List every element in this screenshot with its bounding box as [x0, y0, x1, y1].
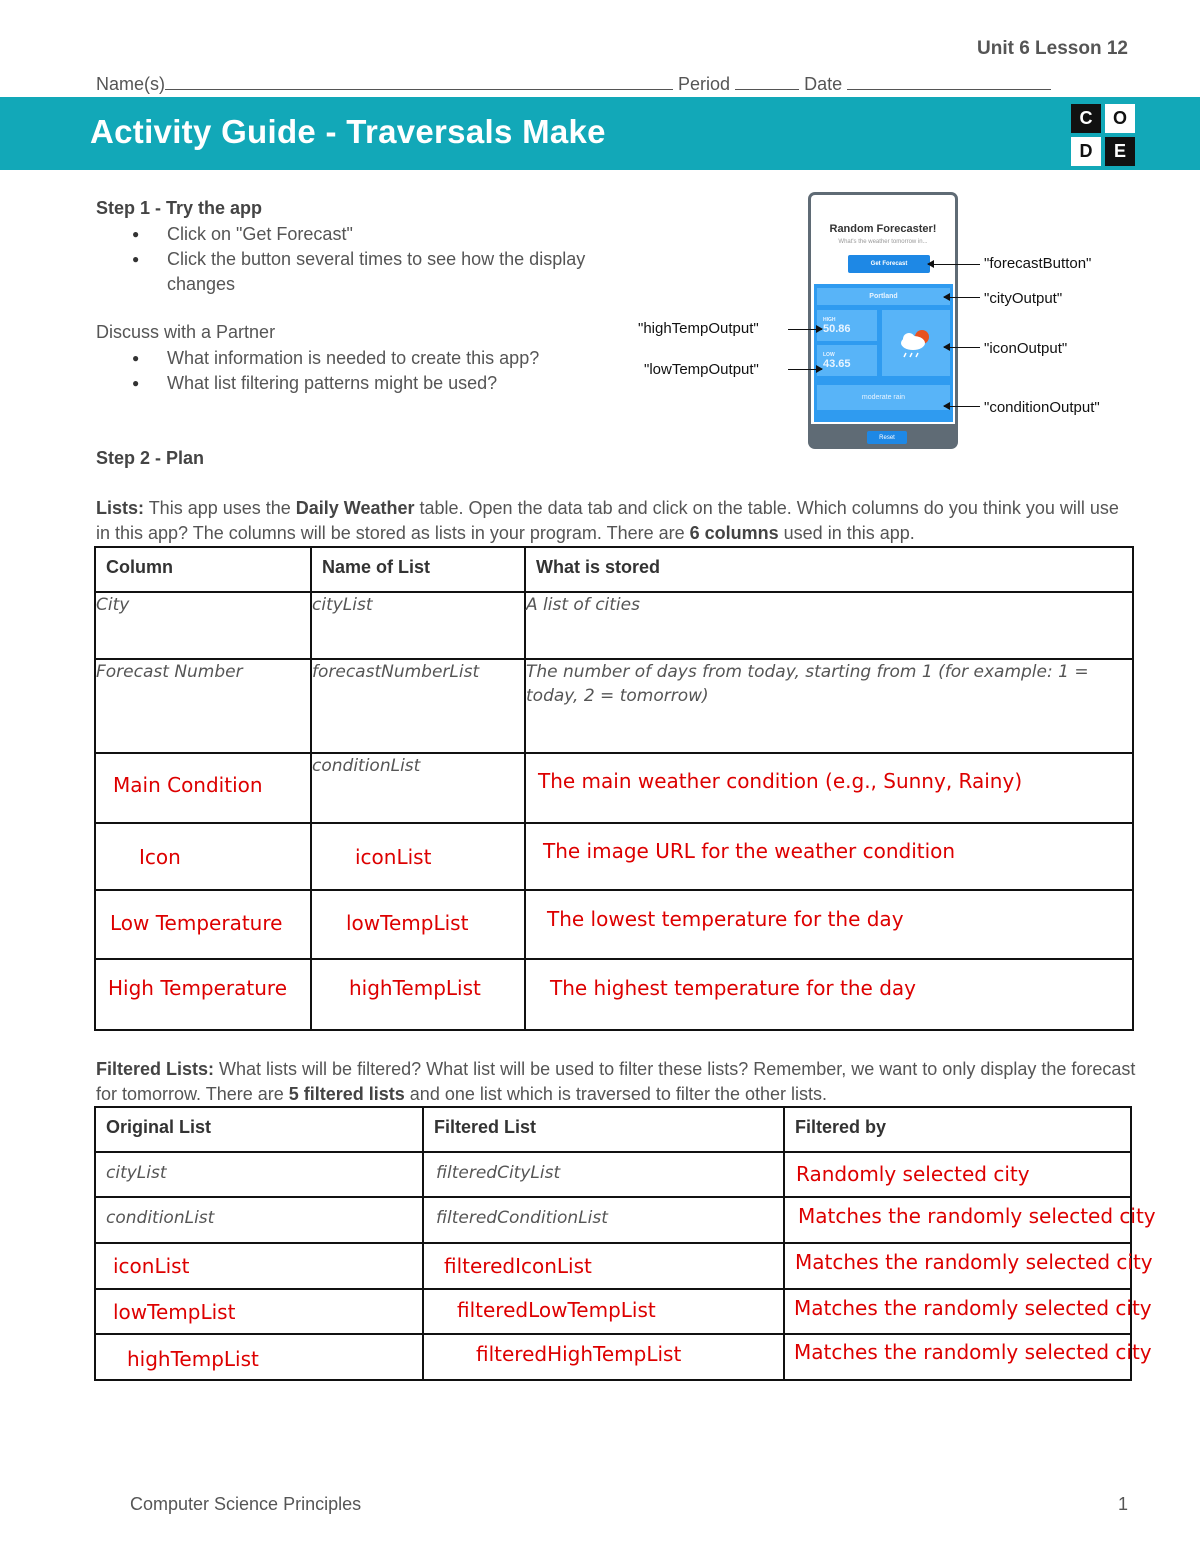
unit-lesson-label: Unit 6 Lesson 12 [977, 38, 1128, 59]
discuss-heading: Discuss with a Partner [96, 322, 276, 342]
logo-letter: O [1105, 104, 1135, 133]
table-cell[interactable]: highTempList [95, 1334, 423, 1380]
table-cell[interactable]: filteredHighTempList [423, 1334, 784, 1380]
table-cell[interactable]: The highest temperature for the day [525, 959, 1133, 1030]
table-cell[interactable]: highTempList [311, 959, 525, 1030]
name-label: Name(s) [96, 74, 166, 94]
lists-paragraph [96, 496, 1136, 546]
list-item: ● What information is needed to create this app? [96, 346, 616, 371]
table-row [95, 1334, 1131, 1380]
table-cell[interactable]: The image URL for the weather condition [525, 823, 1133, 890]
callout-arrow [928, 264, 980, 265]
callout-low-temp-output: "lowTempOutput" [644, 361, 759, 378]
filtered-label: Filtered Lists: [96, 1059, 215, 1079]
table-cell[interactable]: High Temperature [95, 959, 311, 1030]
filtered-table [94, 1106, 1156, 1381]
table-row [95, 659, 1133, 753]
table-header-row [95, 547, 1133, 592]
condition-output: moderate rain [817, 385, 950, 410]
low-temp-output [817, 345, 877, 376]
step1-heading: Step 1 - Try the app [96, 198, 263, 218]
table-header-row [95, 1107, 1131, 1152]
rain-cloud-icon [896, 326, 936, 360]
date-field[interactable] [847, 75, 1051, 90]
step2-heading: Step 2 - Plan [96, 448, 205, 468]
table-cell[interactable]: lowTempList [311, 890, 525, 959]
table-row [95, 1243, 1131, 1289]
table-cell[interactable]: The main weather condition (e.g., Sunny, Rainy) [525, 753, 1133, 823]
lists-bold: 6 columns [689, 523, 779, 543]
column-header: Filtered by [784, 1107, 1131, 1152]
column-header: Column [95, 547, 311, 592]
lists-text: This app uses the [144, 498, 296, 518]
list-item: ● Click the button several times to see how the display changes [96, 247, 596, 297]
logo-letter: E [1105, 137, 1135, 166]
column-header: Original List [95, 1107, 423, 1152]
table-cell[interactable]: Icon [95, 823, 311, 890]
filtered-bold: 5 filtered lists [288, 1084, 405, 1104]
list-item: ● Click on "Get Forecast" [96, 222, 596, 247]
callout-arrow [944, 347, 980, 348]
page-title: Activity Guide - Traversals Make [90, 113, 606, 150]
logo-letter: D [1071, 137, 1101, 166]
page-number: 1 [1118, 1494, 1129, 1514]
callout-arrow [788, 329, 822, 330]
table-cell[interactable]: iconList [95, 1243, 423, 1289]
table-cell[interactable]: Forecast Number [95, 659, 311, 753]
lists-bold: Daily Weather [295, 498, 415, 518]
table-cell[interactable]: filteredConditionList [423, 1197, 784, 1243]
table-cell[interactable]: Main Condition [95, 753, 311, 823]
table-row [95, 1152, 1131, 1197]
column-header: Filtered List [423, 1107, 784, 1152]
code-logo [1071, 104, 1135, 166]
table-cell[interactable]: cityList [95, 1152, 423, 1197]
table-cell[interactable]: Matches the randomly selected city [784, 1243, 1131, 1289]
table-row [95, 1289, 1131, 1334]
table-cell[interactable]: filteredCityList [423, 1152, 784, 1197]
table-cell[interactable]: Matches the randomly selected city [784, 1289, 1131, 1334]
table-cell[interactable]: The number of days from today, starting from 1 (for example: 1 = today, 2 = tomorrow) [525, 659, 1133, 753]
city-output: Portland [817, 288, 950, 305]
table-cell[interactable]: Randomly selected city [784, 1152, 1131, 1197]
app-screenshot [808, 192, 958, 449]
discuss-bullets [96, 346, 616, 396]
callout-high-temp-output: "highTempOutput" [638, 320, 759, 337]
column-header: Name of List [311, 547, 525, 592]
table-cell[interactable]: A list of cities [525, 592, 1133, 659]
date-label: Date [804, 74, 843, 94]
filtered-text: and one list which is traversed to filter the other lists. [404, 1084, 827, 1104]
logo-letter: C [1071, 104, 1101, 133]
table-row [95, 890, 1133, 959]
icon-output [882, 310, 950, 376]
callout-arrow [944, 297, 980, 298]
high-label: HIGH [823, 316, 836, 323]
table-cell[interactable]: Low Temperature [95, 890, 311, 959]
low-value: 43.65 [823, 357, 851, 370]
lists-text: table. Open the data tab and click on the table. Which columns do you think you will use in this app? The columns will be stored as lists in your program. There are [96, 498, 1119, 543]
callout-arrow [944, 406, 980, 407]
table-cell[interactable]: The lowest temperature for the day [525, 890, 1133, 959]
table-row [95, 753, 1133, 823]
table-cell[interactable]: cityList [311, 592, 525, 659]
reset-button[interactable]: Reset [867, 431, 907, 444]
name-period-date-line [96, 74, 1051, 95]
table-row [95, 823, 1133, 890]
table-cell[interactable]: City [95, 592, 311, 659]
column-header: What is stored [525, 547, 1133, 592]
app-subtitle: What's the weather tomorrow in... [838, 239, 928, 245]
low-label: LOW [823, 351, 835, 358]
period-field[interactable] [735, 75, 799, 90]
footer-course: Computer Science Principles [130, 1494, 362, 1514]
filtered-paragraph [96, 1057, 1136, 1107]
table-cell[interactable]: conditionList [95, 1197, 423, 1243]
table-cell[interactable]: filteredIconList [423, 1243, 784, 1289]
table-cell[interactable]: Matches the randomly selected city [784, 1197, 1131, 1243]
table-row [95, 1197, 1131, 1243]
table-cell[interactable]: Matches the randomly selected city [784, 1334, 1131, 1380]
table-row [95, 592, 1133, 659]
callout-condition-output: "conditionOutput" [984, 399, 1100, 416]
table-cell[interactable]: iconList [311, 823, 525, 890]
callout-forecast-button: "forecastButton" [984, 255, 1092, 272]
name-field[interactable] [165, 75, 673, 90]
forecast-panel [814, 284, 953, 422]
table-cell[interactable]: lowTempList [95, 1289, 423, 1334]
callout-icon-output: "iconOutput" [984, 340, 1068, 357]
table-cell[interactable]: conditionList [311, 753, 525, 823]
high-temp-output [817, 310, 877, 341]
step1-bullets [96, 222, 596, 297]
app-title: Random Forecaster! [829, 223, 937, 235]
callout-arrow [788, 369, 822, 370]
app-screen [811, 195, 955, 441]
columns-table [94, 546, 1134, 1031]
table-row [95, 959, 1133, 1030]
table-cell[interactable]: forecastNumberList [311, 659, 525, 753]
filtered-text: What lists will be filtered? What list will be used to filter these lists? Remember, we want to only display the forecast for tomorrow. There are [96, 1059, 1136, 1104]
period-label: Period [678, 74, 731, 94]
high-value: 50.86 [823, 322, 851, 335]
lists-label: Lists: [96, 498, 145, 518]
table-cell[interactable]: filteredLowTempList [423, 1289, 784, 1334]
callout-city-output: "cityOutput" [984, 290, 1063, 307]
lists-text: used in this app. [778, 523, 915, 543]
list-item: ● What list filtering patterns might be used? [96, 371, 616, 396]
get-forecast-button[interactable]: Get Forecast [848, 255, 930, 273]
